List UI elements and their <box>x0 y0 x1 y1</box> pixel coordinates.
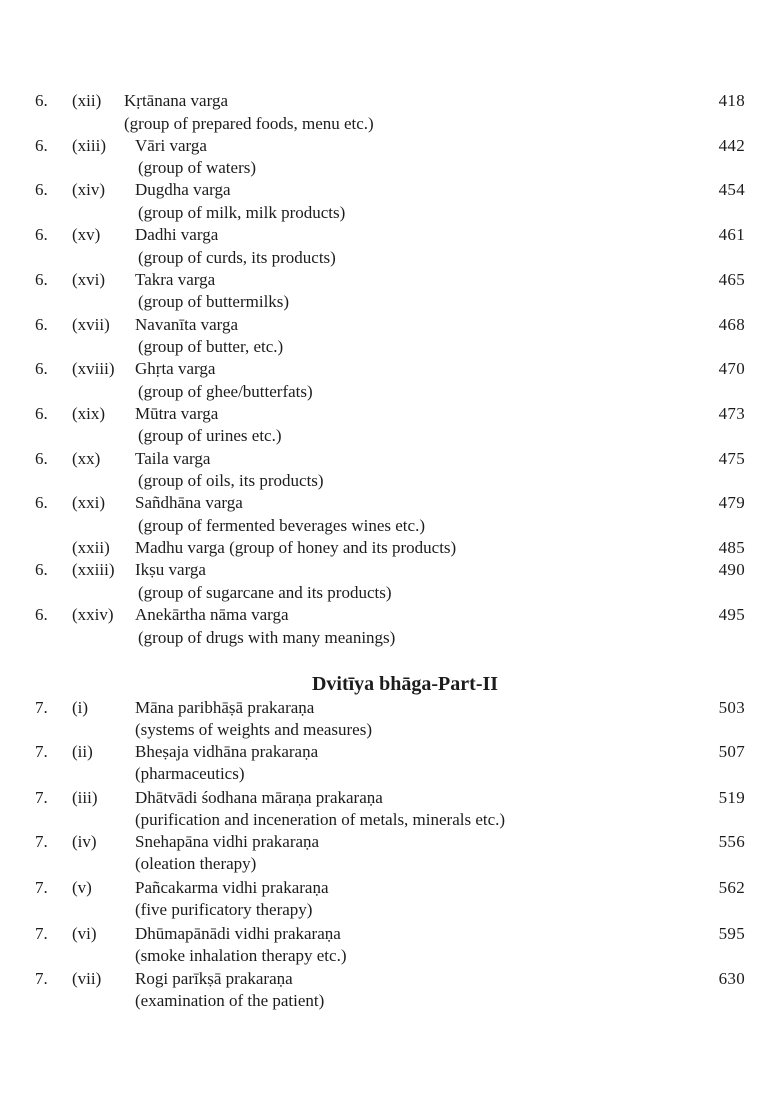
section-roman: (i) <box>72 698 89 717</box>
section-roman: (xix) <box>72 404 106 423</box>
toc-entry-desc <box>0 719 780 741</box>
entry-title: Mūtra varga <box>135 404 219 423</box>
page-number: 470 <box>718 359 745 378</box>
entry-description: (group of oils, its products) <box>138 471 324 490</box>
page-number: 562 <box>718 878 745 897</box>
entry-description: (purification and inceneration of metals, minerals etc.) <box>135 810 506 829</box>
section-roman: (xiv) <box>72 180 106 199</box>
toc-entry-desc <box>0 853 780 875</box>
page-number: 465 <box>718 270 745 289</box>
section-roman: (xii) <box>72 91 102 110</box>
toc-entry <box>0 358 780 380</box>
page-number: 630 <box>718 969 745 988</box>
chapter-number: 6. <box>35 560 48 579</box>
page-number: 507 <box>718 742 745 761</box>
toc-entry <box>0 224 780 246</box>
toc-entry-desc <box>0 157 780 179</box>
chapter-number: 7. <box>35 832 48 851</box>
toc-entry <box>0 604 780 626</box>
entry-description: (pharmaceutics) <box>135 764 245 783</box>
section-roman: (v) <box>72 878 92 897</box>
entry-title: Navanīta varga <box>135 315 239 334</box>
section-roman: (xxi) <box>72 493 106 512</box>
page-number: 475 <box>718 449 745 468</box>
page-number: 418 <box>718 91 745 110</box>
toc-entry-desc <box>0 247 780 269</box>
toc-entry <box>0 923 780 945</box>
page-number: 485 <box>718 538 745 557</box>
entry-description: (group of drugs with many meanings) <box>138 628 396 647</box>
section-roman: (xxiv) <box>72 605 114 624</box>
entry-title: Ikṣu varga <box>135 560 206 579</box>
page-number: 468 <box>718 315 745 334</box>
toc-entry-desc <box>0 381 780 403</box>
toc-entry <box>0 135 780 157</box>
entry-description: (group of sugarcane and its products) <box>138 583 392 602</box>
entry-description: (examination of the patient) <box>135 991 325 1010</box>
toc-entry <box>0 559 780 581</box>
toc-entry <box>0 403 780 425</box>
entry-description: (group of buttermilks) <box>138 292 290 311</box>
page-number: 519 <box>718 788 745 807</box>
page-number: 473 <box>718 404 745 423</box>
entry-title: Takra varga <box>135 270 216 289</box>
chapter-number: 6. <box>35 180 48 199</box>
chapter-number: 6. <box>35 136 48 155</box>
entry-description: (group of urines etc.) <box>138 426 282 445</box>
entry-title: Taila varga <box>135 449 211 468</box>
entry-title: Rogi parīkṣā prakaraṇa <box>135 969 293 988</box>
entry-description: (smoke inhalation therapy etc.) <box>135 946 347 965</box>
toc-entry <box>0 697 780 719</box>
section-roman: (iv) <box>72 832 97 851</box>
toc-entry <box>0 448 780 470</box>
entry-title: Dhātvādi śodhana māraṇa prakaraṇa <box>135 788 383 807</box>
toc-entry <box>0 90 780 112</box>
section-heading: Dvitīya bhāga-Part-II <box>311 673 499 695</box>
chapter-number: 7. <box>35 698 48 717</box>
chapter-number: 6. <box>35 404 48 423</box>
page-number: 556 <box>718 832 745 851</box>
toc-entry-desc <box>0 899 780 921</box>
entry-description: (group of prepared foods, menu etc.) <box>124 114 374 133</box>
toc-entry-desc <box>0 582 780 604</box>
entry-title: Ghṛta varga <box>135 359 216 378</box>
section-roman: (vii) <box>72 969 102 988</box>
toc-entry-desc <box>0 809 780 831</box>
chapter-number: 6. <box>35 449 48 468</box>
toc-entry-desc <box>0 291 780 313</box>
page-number: 495 <box>718 605 745 624</box>
page-number: 454 <box>718 180 745 199</box>
toc-entry-desc <box>0 113 780 135</box>
toc-entry <box>0 877 780 899</box>
page-number: 442 <box>718 136 745 155</box>
toc-entry-desc <box>0 990 780 1012</box>
section-roman: (xxii) <box>72 538 110 557</box>
toc-entry-desc <box>0 336 780 358</box>
entry-title: Kṛtānana varga <box>124 91 228 110</box>
chapter-number: 6. <box>35 605 48 624</box>
entry-title: Snehapāna vidhi prakaraṇa <box>135 832 320 851</box>
page-number: 503 <box>718 698 745 717</box>
entry-description: (group of fermented beverages wines etc.) <box>138 516 425 535</box>
entry-description: (five purificatory therapy) <box>135 900 313 919</box>
entry-description: (oleation therapy) <box>135 854 257 873</box>
chapter-number: 6. <box>35 270 48 289</box>
entry-title: Bheṣaja vidhāna prakaraṇa <box>135 742 319 761</box>
toc-entry-desc <box>0 763 780 785</box>
section-roman: (xvi) <box>72 270 106 289</box>
chapter-number: 6. <box>35 91 48 110</box>
chapter-number: 7. <box>35 878 48 897</box>
page-number: 479 <box>718 493 745 512</box>
toc-entry-desc <box>0 425 780 447</box>
chapter-number: 7. <box>35 742 48 761</box>
chapter-number: 7. <box>35 924 48 943</box>
toc-entry <box>0 269 780 291</box>
section-roman: (xx) <box>72 449 101 468</box>
entry-title: Pañcakarma vidhi prakaraṇa <box>135 878 329 897</box>
entry-title: Dadhi varga <box>135 225 219 244</box>
entry-description: (group of ghee/butterfats) <box>138 382 313 401</box>
section-roman: (xv) <box>72 225 101 244</box>
toc-entry-desc <box>0 470 780 492</box>
toc-entry <box>0 179 780 201</box>
toc-entry <box>0 831 780 853</box>
toc-entry <box>0 492 780 514</box>
chapter-number: 6. <box>35 493 48 512</box>
toc-entry <box>0 787 780 809</box>
section-roman: (xxiii) <box>72 560 115 579</box>
entry-description: (group of waters) <box>138 158 257 177</box>
page-number: 595 <box>718 924 745 943</box>
entry-description: (group of curds, its products) <box>138 248 336 267</box>
chapter-number: 7. <box>35 969 48 988</box>
chapter-number: 7. <box>35 788 48 807</box>
entry-title: Madhu varga (group of honey and its products) <box>135 538 457 557</box>
entry-title: Dugdha varga <box>135 180 231 199</box>
entry-description: (group of butter, etc.) <box>138 337 284 356</box>
toc-entry <box>0 314 780 336</box>
toc-entry-desc <box>0 202 780 224</box>
toc-entry-desc <box>0 515 780 537</box>
page-number: 461 <box>718 225 745 244</box>
toc-entry <box>0 968 780 990</box>
chapter-number: 6. <box>35 359 48 378</box>
section-roman: (vi) <box>72 924 97 943</box>
entry-title: Dhūmapānādi vidhi prakaraṇa <box>135 924 341 943</box>
toc-entry-desc <box>0 627 780 649</box>
section-roman: (iii) <box>72 788 98 807</box>
entry-title: Anekārtha nāma varga <box>135 605 289 624</box>
entry-title: Sañdhāna varga <box>135 493 243 512</box>
section-roman: (ii) <box>72 742 93 761</box>
section-roman: (xiii) <box>72 136 106 155</box>
section-roman: (xvii) <box>72 315 110 334</box>
toc-entry-desc <box>0 945 780 967</box>
chapter-number: 6. <box>35 225 48 244</box>
page-number: 490 <box>718 560 745 579</box>
toc-entry <box>0 537 780 559</box>
entry-description: (group of milk, milk products) <box>138 203 346 222</box>
section-roman: (xviii) <box>72 359 115 378</box>
entry-title: Vāri varga <box>135 136 207 155</box>
chapter-number: 6. <box>35 315 48 334</box>
entry-description: (systems of weights and measures) <box>135 720 373 739</box>
toc-entry <box>0 741 780 763</box>
entry-title: Māna paribhāṣā prakaraṇa <box>135 698 315 717</box>
